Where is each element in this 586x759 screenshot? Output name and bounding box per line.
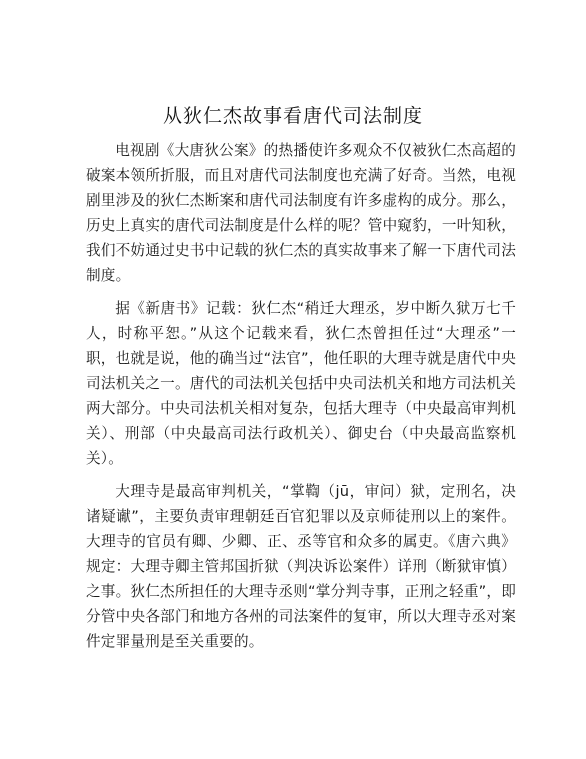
paragraph: 大理寺是最高审判机关，“掌鞫（jū，审问）狱，定刑名，决诸疑谳”，主要负责审理朝廷百官犯罪以及京师徒刑以上的案件。大理寺的官员有卿、少卿、正、丞等官和众多的属吏。《唐六典》规定：大理寺卿主管邦国折狱（判决诉讼案件）详刑（断狱审慎）之事。狄仁杰所担任的大理寺丞则“掌分判寺事，正刑之轻重”，即分管中央各部门和地方各州的司法案件的复审，所以大理寺丞对案件定罪量刑是至关重要的。 — [86, 483, 516, 650]
document-body — [86, 138, 516, 654]
paragraph: 电视剧《大唐狄公案》的热播使许多观众不仅被狄仁杰高超的破案本领所折服，而且对唐代司法制度也充满了好奇。当然，电视剧里涉及的狄仁杰断案和唐代司法制度有许多虚构的成分。那么，历史上真实的唐代司法制度是什么样的呢？管中窥豹，一叶知秋，我们不妨通过史书中记载的狄仁杰的真实故事来了解一下唐代司法制度。 — [86, 142, 516, 284]
paragraph: 据《新唐书》记载：狄仁杰“稍迁大理丞，岁中断久狱万七千人，时称平恕。”从这个记载来看，狄仁杰曾担任过“大理丞”一职，也就是说，他的确当过“法官”，他任职的大理寺就是唐代中央司法机关之一。唐代的司法机关包括中央司法机关和地方司法机关两大部分。中央司法机关相对复杂，包括大理寺（中央最高审判机关）、刑部（中央最高司法行政机关）、御史台（中央最高监察机关）。 — [86, 300, 516, 467]
document-title: 从狄仁杰故事看唐代司法制度 — [162, 105, 423, 127]
